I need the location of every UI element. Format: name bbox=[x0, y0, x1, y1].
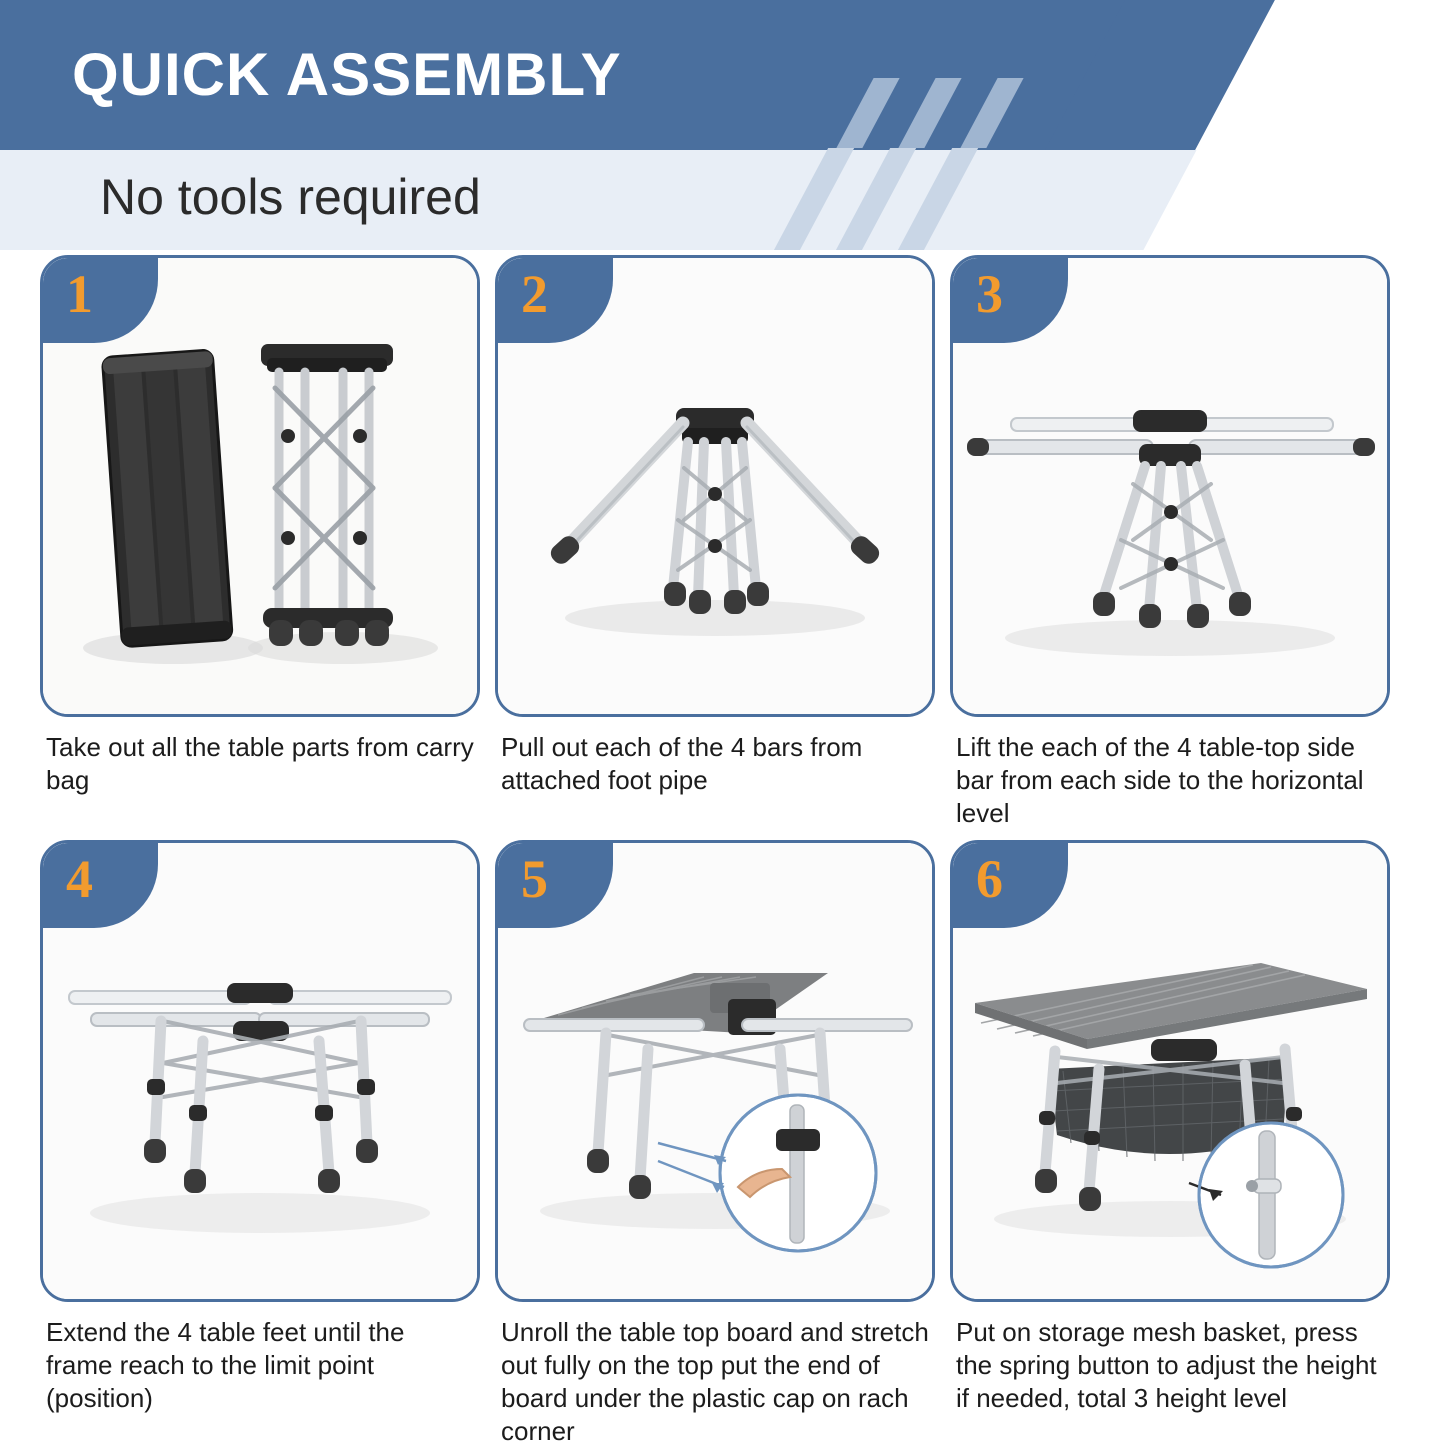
assembly-step bbox=[950, 255, 1390, 830]
step-number: 1 bbox=[66, 264, 93, 324]
step-image-panel bbox=[40, 255, 480, 717]
step-caption: Extend the 4 table feet until the frame reach to the limit point (position) bbox=[46, 1317, 405, 1413]
page-subtitle: No tools required bbox=[100, 169, 481, 225]
step-number: 3 bbox=[976, 264, 1003, 324]
assembly-step bbox=[950, 840, 1390, 1448]
assembly-step bbox=[40, 840, 480, 1448]
step-image-panel bbox=[950, 840, 1390, 1302]
step-image-panel bbox=[495, 840, 935, 1302]
step-caption: Put on storage mesh basket, press the spring button to adjust the height if needed, total 3 height level bbox=[956, 1317, 1377, 1413]
step-caption: Take out all the table parts from carry bag bbox=[46, 732, 474, 795]
header-banner bbox=[0, 0, 1445, 250]
step-caption: Lift the each of the 4 table-top side bar from each side to the horizontal level bbox=[956, 732, 1364, 828]
assembly-step bbox=[40, 255, 480, 830]
step-caption: Unroll the table top board and stretch out fully on the top put the end of board under the plastic cap on rach corner bbox=[501, 1317, 929, 1446]
step-image-panel bbox=[950, 255, 1390, 717]
step-image-panel bbox=[495, 255, 935, 717]
step-number: 2 bbox=[521, 264, 548, 324]
step-image-panel bbox=[40, 840, 480, 1302]
page-title: QUICK ASSEMBLY bbox=[72, 41, 622, 108]
step-caption: Pull out each of the 4 bars from attached foot pipe bbox=[501, 732, 863, 795]
step-number: 4 bbox=[66, 849, 93, 909]
step-number: 6 bbox=[976, 849, 1003, 909]
assembly-steps-grid bbox=[0, 255, 1445, 1448]
assembly-step bbox=[495, 840, 935, 1448]
assembly-step bbox=[495, 255, 935, 830]
step-number: 5 bbox=[521, 849, 548, 909]
